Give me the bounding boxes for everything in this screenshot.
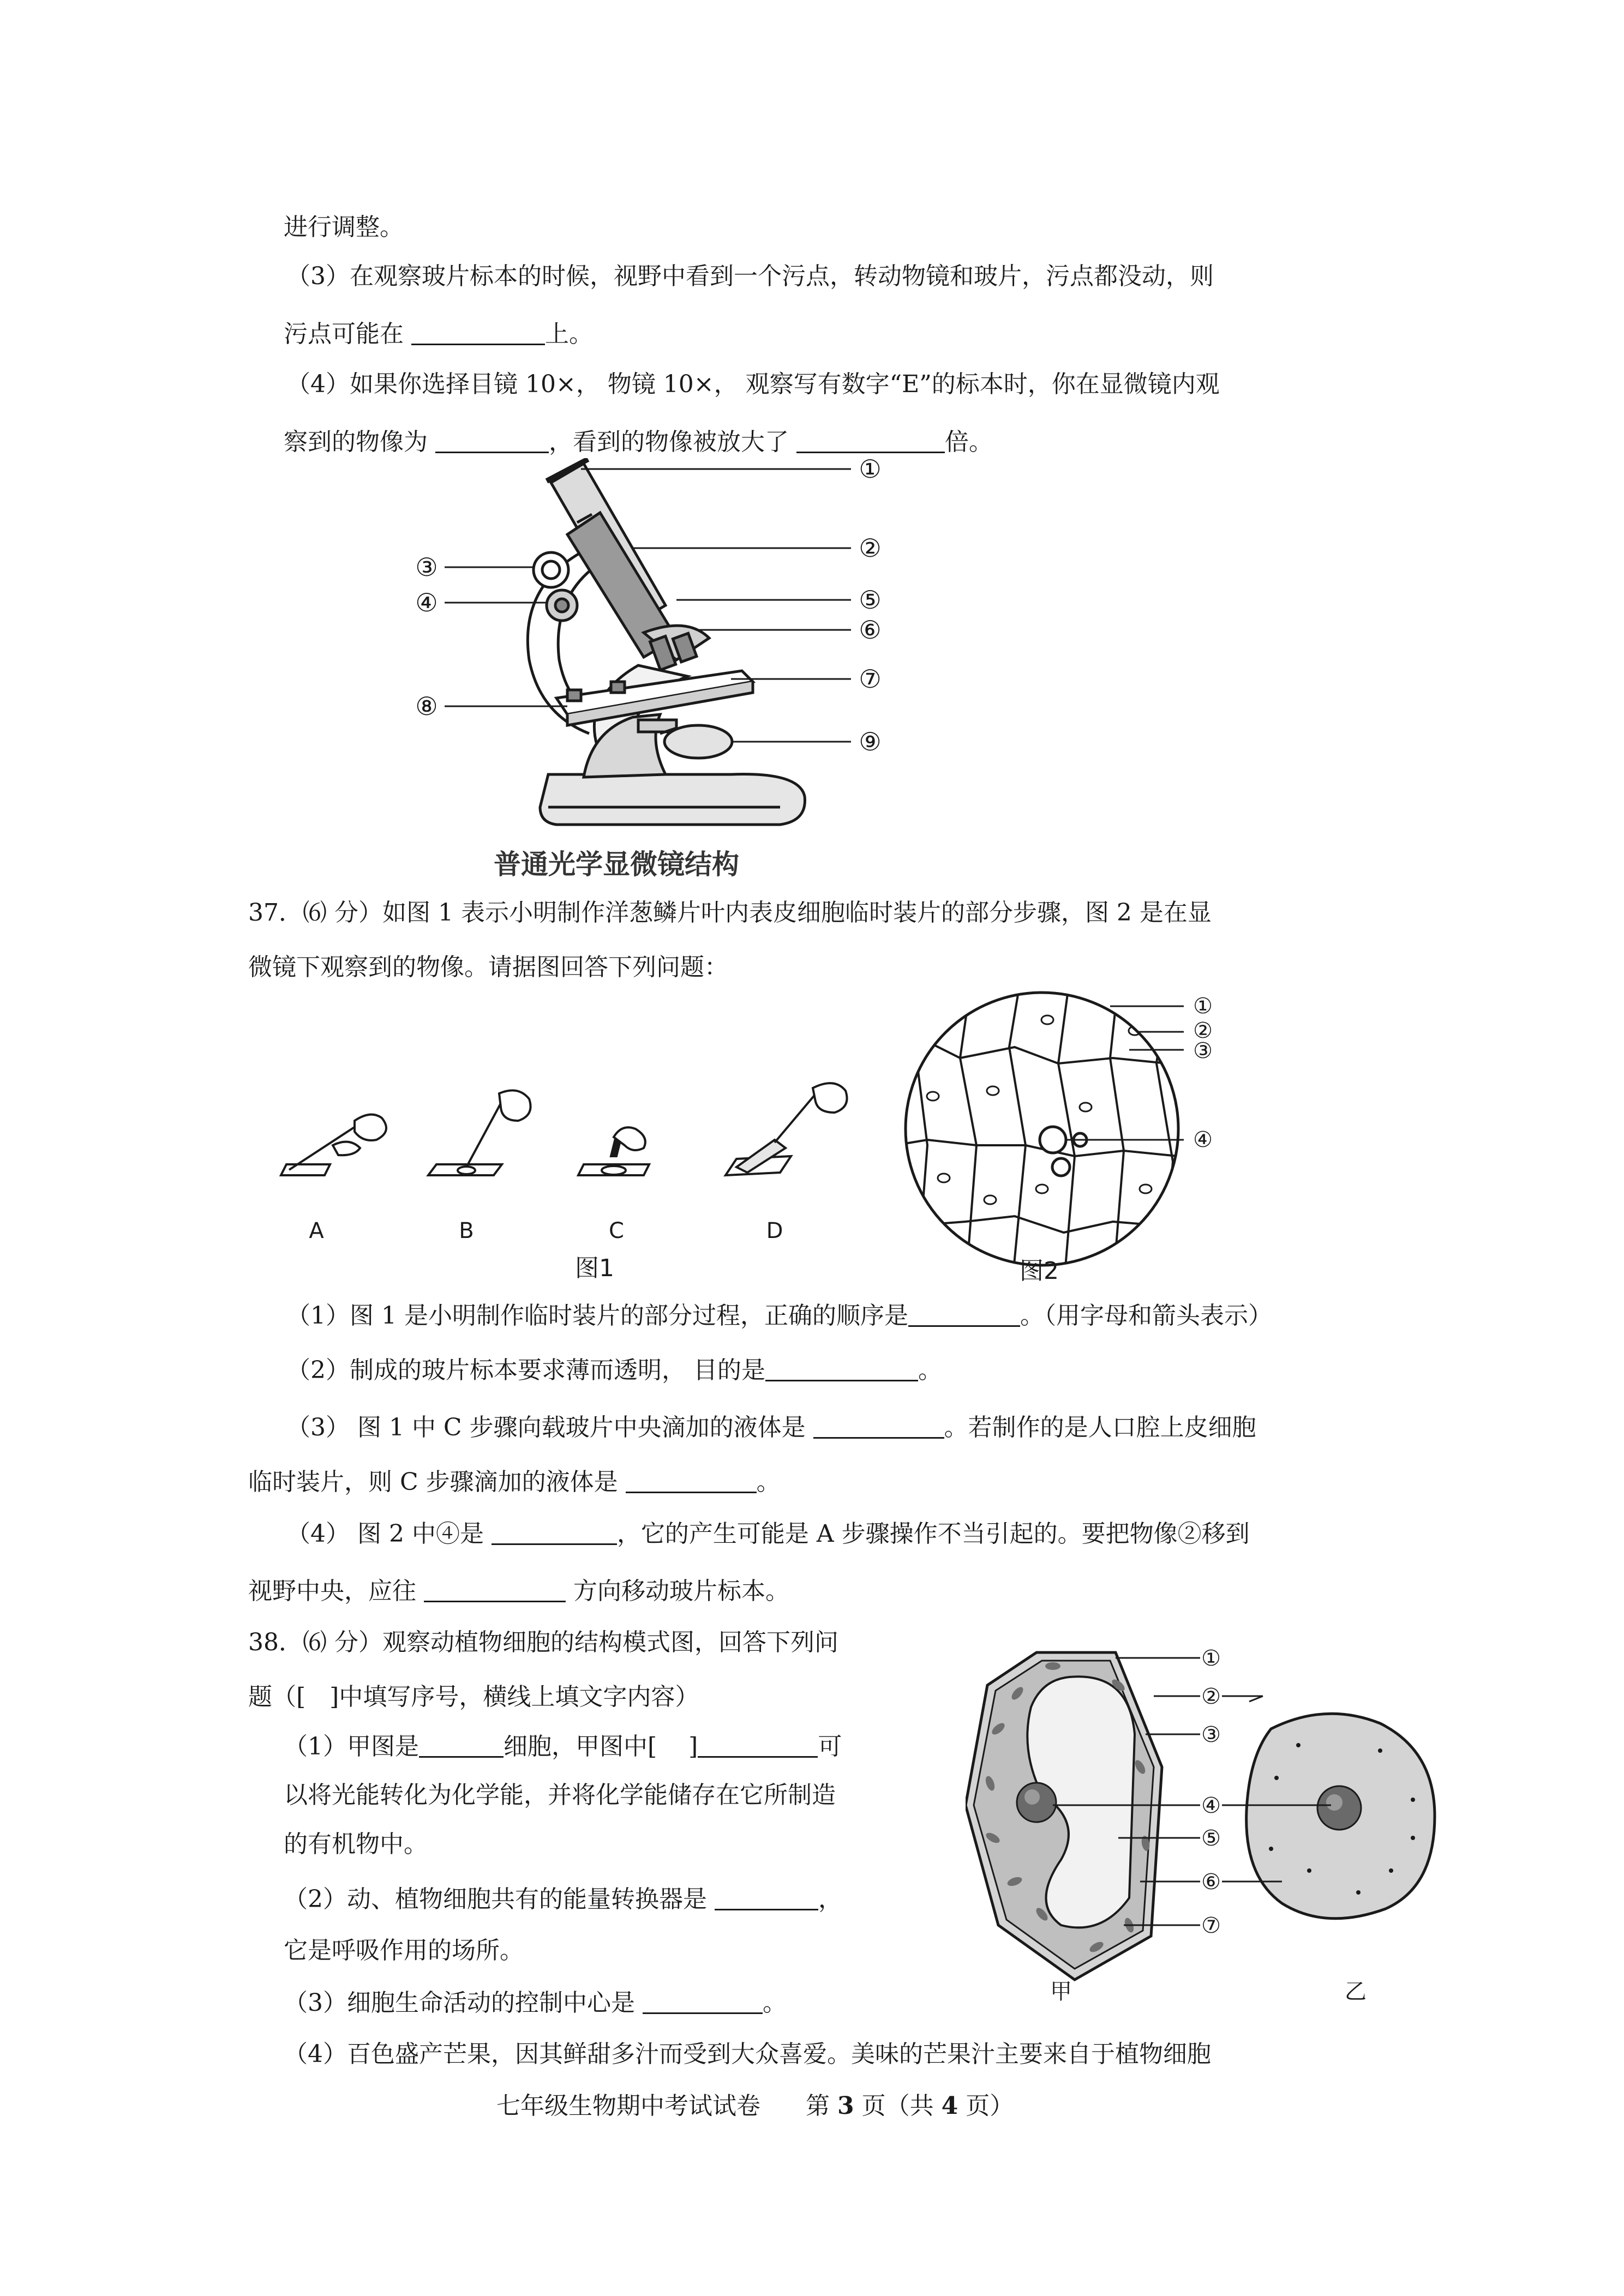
step-label: B	[459, 1218, 474, 1243]
answer-blank[interactable]	[626, 1470, 757, 1493]
mirror	[664, 725, 732, 758]
answer-blank[interactable]	[643, 1991, 763, 2014]
microscope-label: ⑨	[859, 727, 882, 756]
microscope-label: ②	[859, 533, 882, 563]
step-a-illustration	[281, 1115, 386, 1175]
q38-cell-diagram	[966, 1642, 1457, 2012]
q37-part4-line1: （4） 图 2 中④是 ，它的产生可能是 A 步骤操作不当引起的。要把物像②移到	[286, 1520, 1250, 1548]
step-label: A	[309, 1218, 324, 1243]
q38-part2-line2: 它是呼吸作用的场所。	[284, 1937, 524, 1964]
answer-blank[interactable]	[435, 430, 549, 453]
q37-figure1-steps	[273, 1009, 884, 1282]
q36-part4-line1: （4）如果你选择目镜 10×， 物镜 10×， 观察写有数字“E”的标本时，你在显微镜内观	[286, 370, 1220, 398]
q37-part3-line2: 临时装片，则 C 步骤滴加的液体是 。	[248, 1468, 781, 1496]
q37-part1: （1）图 1 是小明制作临时装片的部分过程，正确的顺序是 。（用字母和箭头表示）	[286, 1302, 1272, 1330]
microscope-caption: 普通光学显微镜结构	[494, 849, 739, 880]
q38-line2: 题（[ ]中填写序号，横线上填文字内容）	[248, 1683, 699, 1711]
q38-part2-line1: （2）动、植物细胞共有的能量转换器是 ，	[284, 1885, 842, 1913]
microscope-label: ③	[415, 552, 438, 582]
q37-part3-line1: （3） 图 1 中 C 步骤向载玻片中央滴加的液体是 。若制作的是人口腔上皮细胞	[286, 1414, 1256, 1441]
answer-blank[interactable]	[715, 1887, 818, 1910]
microscope-label: ①	[859, 458, 882, 484]
q36-part4-line2: 察到的物像为 ，看到的物像被放大了 倍。	[284, 428, 993, 456]
page-footer: 七年级生物期中考试试卷 第 3 页（共 4 页）	[496, 2092, 1014, 2120]
step-label: C	[609, 1218, 624, 1243]
microscope-label: ⑥	[859, 615, 882, 645]
cell-label: ⑦	[1201, 1913, 1221, 1938]
q38-part3: （3）细胞生命活动的控制中心是 。	[284, 1989, 787, 2017]
answer-blank[interactable]	[698, 1734, 818, 1758]
fig2-label: ③	[1193, 1038, 1213, 1063]
step-c-illustration	[578, 1127, 649, 1175]
q38-line1: 38．⑹ 分）观察动植物细胞的结构模式图，回答下列问	[248, 1628, 838, 1656]
answer-blank[interactable]	[411, 322, 545, 345]
animal-cell-caption: 乙	[1345, 1979, 1367, 2004]
figure2-caption: 图2	[1020, 1257, 1059, 1285]
q37-line1: 37．⑹ 分）如图 1 表示小明制作洋葱鳞片叶内表皮细胞临时装片的部分步骤，图 2 是在显	[248, 899, 1212, 927]
cell-label: ①	[1201, 1646, 1221, 1671]
q38-part4-line1: （4）百色盛产芒果，因其鲜甜多汁而受到大众喜爱。美味的芒果汁主要来自于植物细胞	[284, 2040, 1211, 2068]
answer-blank[interactable]	[492, 1522, 617, 1545]
fig2-label: ②	[1193, 1018, 1213, 1043]
air-bubble	[1052, 1158, 1070, 1176]
q38-part1-line3: 的有机物中。	[284, 1830, 428, 1858]
answer-blank[interactable]	[424, 1579, 566, 1602]
step-label: D	[766, 1218, 783, 1243]
microscope-label: ⑧	[415, 692, 438, 721]
cell-label: ②	[1201, 1684, 1221, 1709]
step-b-illustration	[428, 1090, 531, 1175]
q37-part4-line2: 视野中央，应往 方向移动玻片标本。	[248, 1577, 789, 1605]
answer-blank[interactable]	[908, 1303, 1020, 1327]
q38-part1-line1: （1）甲图是 细胞，甲图中[ ] 可	[284, 1733, 842, 1760]
page-number: 3	[837, 2092, 854, 2120]
cell-label: ⑤	[1201, 1826, 1221, 1851]
microscope-label: ⑤	[859, 585, 882, 615]
q38-part1-line2: 以将光能转化为化学能，并将化学能储存在它所制造	[284, 1781, 836, 1809]
q36-part3-line2: 污点可能在 上。	[284, 320, 593, 348]
fig2-label: ①	[1193, 994, 1213, 1019]
q37-line2: 微镜下观察到的物像。请据图回答下列问题：	[248, 953, 728, 981]
step-d-illustration	[726, 1083, 847, 1175]
footer-title: 七年级生物期中考试试卷	[496, 2092, 760, 2120]
answer-blank[interactable]	[813, 1415, 944, 1439]
cell-label: ④	[1201, 1793, 1221, 1818]
q37-part2: （2）制成的玻片标本要求薄而透明， 目的是 。	[286, 1356, 942, 1384]
air-bubble	[1040, 1127, 1066, 1153]
cell-label: ⑥	[1201, 1870, 1221, 1895]
microscope-base	[540, 774, 805, 825]
answer-blank[interactable]	[796, 430, 945, 453]
figure1-caption: 图1	[575, 1254, 614, 1282]
q37-figure2-onion-cells	[895, 982, 1364, 1287]
microscope-label: ⑦	[859, 664, 882, 694]
plant-cell-caption: 甲	[1050, 1979, 1072, 2004]
q36-continuation-line: 进行调整。	[284, 213, 404, 241]
answer-blank[interactable]	[765, 1358, 918, 1381]
q36-part3-line1: （3）在观察玻片标本的时候，视野中看到一个污点，转动物镜和玻片，污点都没动，则	[286, 262, 1214, 290]
page-total: 4	[941, 2092, 958, 2120]
fig2-label: ④	[1193, 1127, 1213, 1152]
microscope-diagram	[404, 458, 895, 894]
microscope-label: ④	[415, 588, 438, 617]
answer-blank[interactable]	[419, 1734, 504, 1758]
cell-label: ③	[1201, 1722, 1221, 1747]
